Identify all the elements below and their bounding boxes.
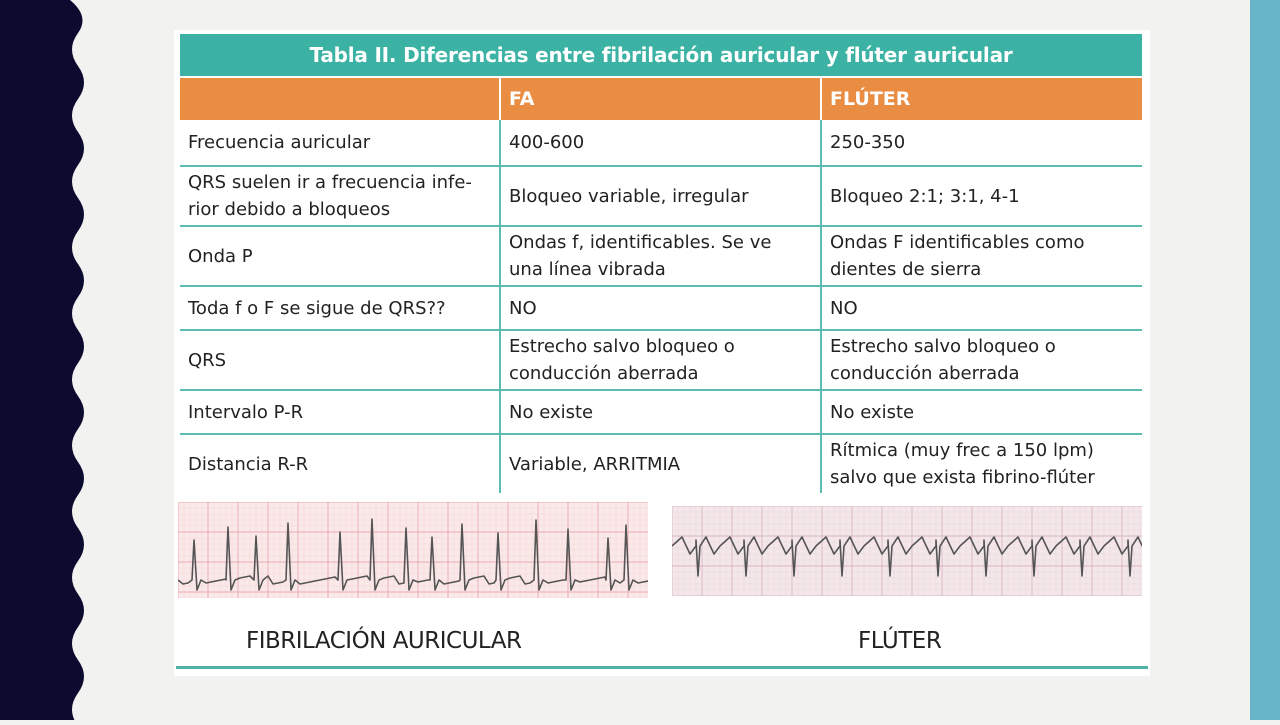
fa-cell: Variable, ARRITMIA [500,434,821,493]
row-label: Intervalo P-R [180,390,500,434]
comparison-figure [174,30,1150,676]
caption-flutter: FLÚTER [858,628,942,654]
flutter-cell: Bloqueo 2:1; 3:1, 4-1 [821,166,1142,226]
fa-cell: No existe [500,390,821,434]
table-row [180,330,1142,390]
ecg-strip-flutter [672,506,1142,596]
header-cell-blank [180,78,500,120]
flutter-cell: Estrecho salvo bloqueo o conducción aberrada [821,330,1142,390]
decorative-wavy-band [0,0,100,720]
table-row [180,166,1142,226]
row-label: Onda P [180,226,500,286]
table-header-row [180,78,1142,120]
table-row [180,434,1142,493]
bottom-divider [176,666,1148,669]
flutter-cell: Ondas F identificables como dientes de sierra [821,226,1142,286]
table-title: Tabla II. Diferencias entre fibrilación auricular y flúter auricular [180,34,1142,76]
row-label: QRS [180,330,500,390]
decorative-right-band [1250,0,1280,720]
fa-cell: 400-600 [500,120,821,166]
flutter-cell: Rítmica (muy frec a 150 lpm) salvo que exista fibrino-flúter [821,434,1142,493]
comparison-table [180,78,1142,493]
fa-cell: Ondas f, identificables. Se ve una línea vibrada [500,226,821,286]
table-row [180,286,1142,330]
ecg-strip-fibrilacion [178,502,648,598]
table-row [180,390,1142,434]
flutter-cell: 250-350 [821,120,1142,166]
row-label: Toda f o F se sigue de QRS?? [180,286,500,330]
fa-cell: Estrecho salvo bloqueo o conducción aberrada [500,330,821,390]
table-row [180,226,1142,286]
caption-fibrilacion: FIBRILACIÓN AURICULAR [246,628,522,654]
flutter-cell: NO [821,286,1142,330]
row-label: Distancia R-R [188,453,309,475]
flutter-cell: No existe [821,390,1142,434]
table-row [180,120,1142,166]
fa-cell: Bloqueo variable, irregular [500,166,821,226]
header-cell-fa: FA [500,78,821,120]
header-cell-flutter: FLÚTER [821,78,1142,120]
row-label: Frecuencia auricular [180,120,500,166]
row-label: QRS suelen ir a frecuencia infe- rior debido a bloqueos [180,166,500,226]
fa-cell: NO [500,286,821,330]
